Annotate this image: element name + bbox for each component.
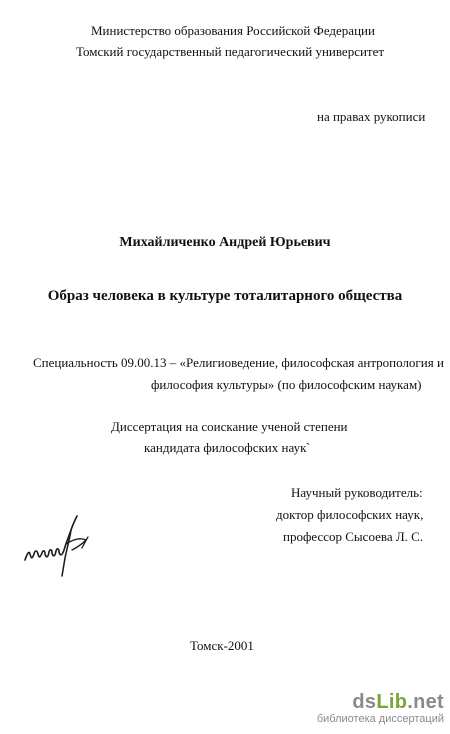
author-name: Михайличенко Андрей Юрьевич <box>119 235 331 250</box>
ministry-name: Министерство образования Российской Федерации <box>91 23 375 38</box>
degree-line-1: Диссертация на соискание ученой степени <box>111 419 348 434</box>
degree-line-2: кандидата философских наук <box>144 440 307 455</box>
handwritten-signature <box>22 510 92 578</box>
supervisor-name: профессор Сысоева Л. С. <box>283 529 424 544</box>
watermark-tagline: библиотека диссертаций <box>316 713 444 725</box>
watermark-logo <box>317 691 444 713</box>
watermark-logo-suffix: .net <box>407 691 444 713</box>
watermark-logo-prefix: ds <box>352 691 377 713</box>
watermark-logo-highlight: Lib <box>376 691 408 713</box>
specialty-line-1: Специальность 09.00.13 – «Религиоведение, философская антропология и <box>33 355 444 370</box>
supervisor-degree: доктор философских наук, <box>276 507 424 522</box>
stray-mark: ` <box>306 440 311 455</box>
specialty-line-2: философия культуры» (по философским наукам) <box>151 377 422 392</box>
dissertation-title: Образ человека в культуре тоталитарного общества <box>47 288 403 304</box>
manuscript-note: на правах рукописи <box>317 109 426 124</box>
supervisor-label: Научный руководитель: <box>291 485 423 500</box>
site-watermark <box>317 691 444 726</box>
university-name: Томский государственный педагогический университет <box>76 44 385 59</box>
city-year: Томск-2001 <box>190 638 254 653</box>
